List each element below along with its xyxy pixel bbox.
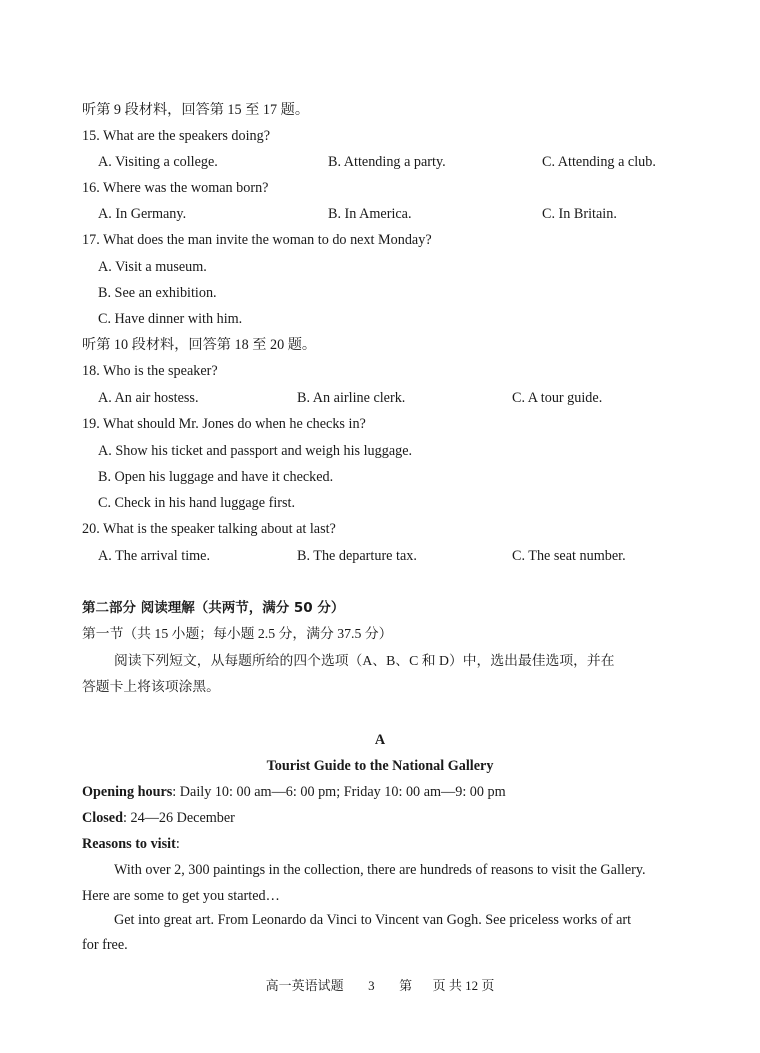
opening-hours-line (82, 783, 506, 801)
reasons-colon: : (175, 836, 180, 852)
q15-option-a: A. Visiting a college. (98, 154, 218, 170)
reading-part-title: 第二部分 阅读理解（共两节，满分 50 分） (82, 600, 345, 616)
q16-option-a: A. In Germany. (98, 206, 187, 222)
q16-option-c: C. In Britain. (542, 206, 617, 222)
q16-option-b: B. In America. (328, 206, 412, 222)
question-15: 15. What are the speakers doing? (82, 128, 271, 144)
q15-option-c: C. Attending a club. (542, 154, 656, 170)
footer-subject: 高一英语试题 (265, 978, 344, 993)
footer-ye: 页 (432, 978, 446, 993)
reading-instruction-2: 答题卡上将该项涂黑。 (82, 679, 220, 694)
question-17: 17. What does the man invite the woman to do next Monday? (82, 232, 432, 248)
paragraph-1-line-2: Here are some to get you started… (82, 888, 280, 904)
q17-option-a: A. Visit a museum. (98, 259, 207, 275)
q20-option-c: C. The seat number. (512, 548, 626, 564)
footer-page-number: 3 (368, 978, 375, 993)
paragraph-2-line-2: for free. (82, 937, 128, 953)
q15-option-b: B. Attending a party. (328, 154, 446, 170)
reasons-label: Reasons to visit (82, 836, 176, 852)
question-16: 16. Where was the woman born? (82, 180, 269, 196)
section-9-heading: 听第 9 段材料，回答第 15 至 17 题。 (82, 102, 310, 118)
q19-option-b: B. Open his luggage and have it checked. (98, 469, 334, 485)
paragraph-2-line-1: Get into great art. From Leonardo da Vinci to Vincent van Gogh. See priceless works of art (114, 912, 632, 928)
passage-letter: A (374, 732, 386, 748)
q20-option-a: A. The arrival time. (98, 548, 211, 564)
paragraph-1-line-1: With over 2, 300 paintings in the collection, there are hundreds of reasons to visit the Gallery. (114, 862, 646, 878)
closed-text: : 24—26 December (123, 810, 235, 826)
closed-line (82, 809, 235, 827)
footer-total: 共 12 页 (448, 978, 495, 993)
q17-option-c: C. Have dinner with him. (98, 311, 243, 327)
footer-di: 第 (399, 978, 413, 993)
opening-hours-text: : Daily 10: 00 am—6: 00 pm; Friday 10: 00 am—9: 00 pm (172, 784, 506, 800)
question-19: 19. What should Mr. Jones do when he checks in? (82, 416, 366, 432)
section-10-heading: 听第 10 段材料，回答第 18 至 20 题。 (82, 337, 317, 353)
q18-option-c: C. A tour guide. (512, 390, 603, 406)
q19-option-c: C. Check in his hand luggage first. (98, 495, 296, 511)
page-footer (0, 975, 760, 994)
q18-option-a: A. An air hostess. (98, 390, 199, 406)
reading-instruction-1: 阅读下列短文，从每题所给的四个选项（A、B、C 和 D）中，选出最佳选项，并在 (114, 653, 615, 668)
q18-option-b: B. An airline clerk. (297, 390, 406, 406)
question-20: 20. What is the speaker talking about at last? (82, 521, 336, 537)
reasons-line (82, 835, 180, 853)
opening-hours-label: Opening hours (82, 784, 173, 800)
passage-title: Tourist Guide to the National Gallery (266, 758, 494, 774)
reading-section-title: 第一节（共 15 小题；每小题 2.5 分，满分 37.5 分） (82, 626, 393, 641)
closed-label: Closed (82, 810, 123, 826)
q19-option-a: A. Show his ticket and passport and weigh his luggage. (98, 443, 413, 459)
q17-option-b: B. See an exhibition. (98, 285, 217, 301)
question-18: 18. Who is the speaker? (82, 363, 218, 379)
q20-option-b: B. The departure tax. (297, 548, 417, 564)
